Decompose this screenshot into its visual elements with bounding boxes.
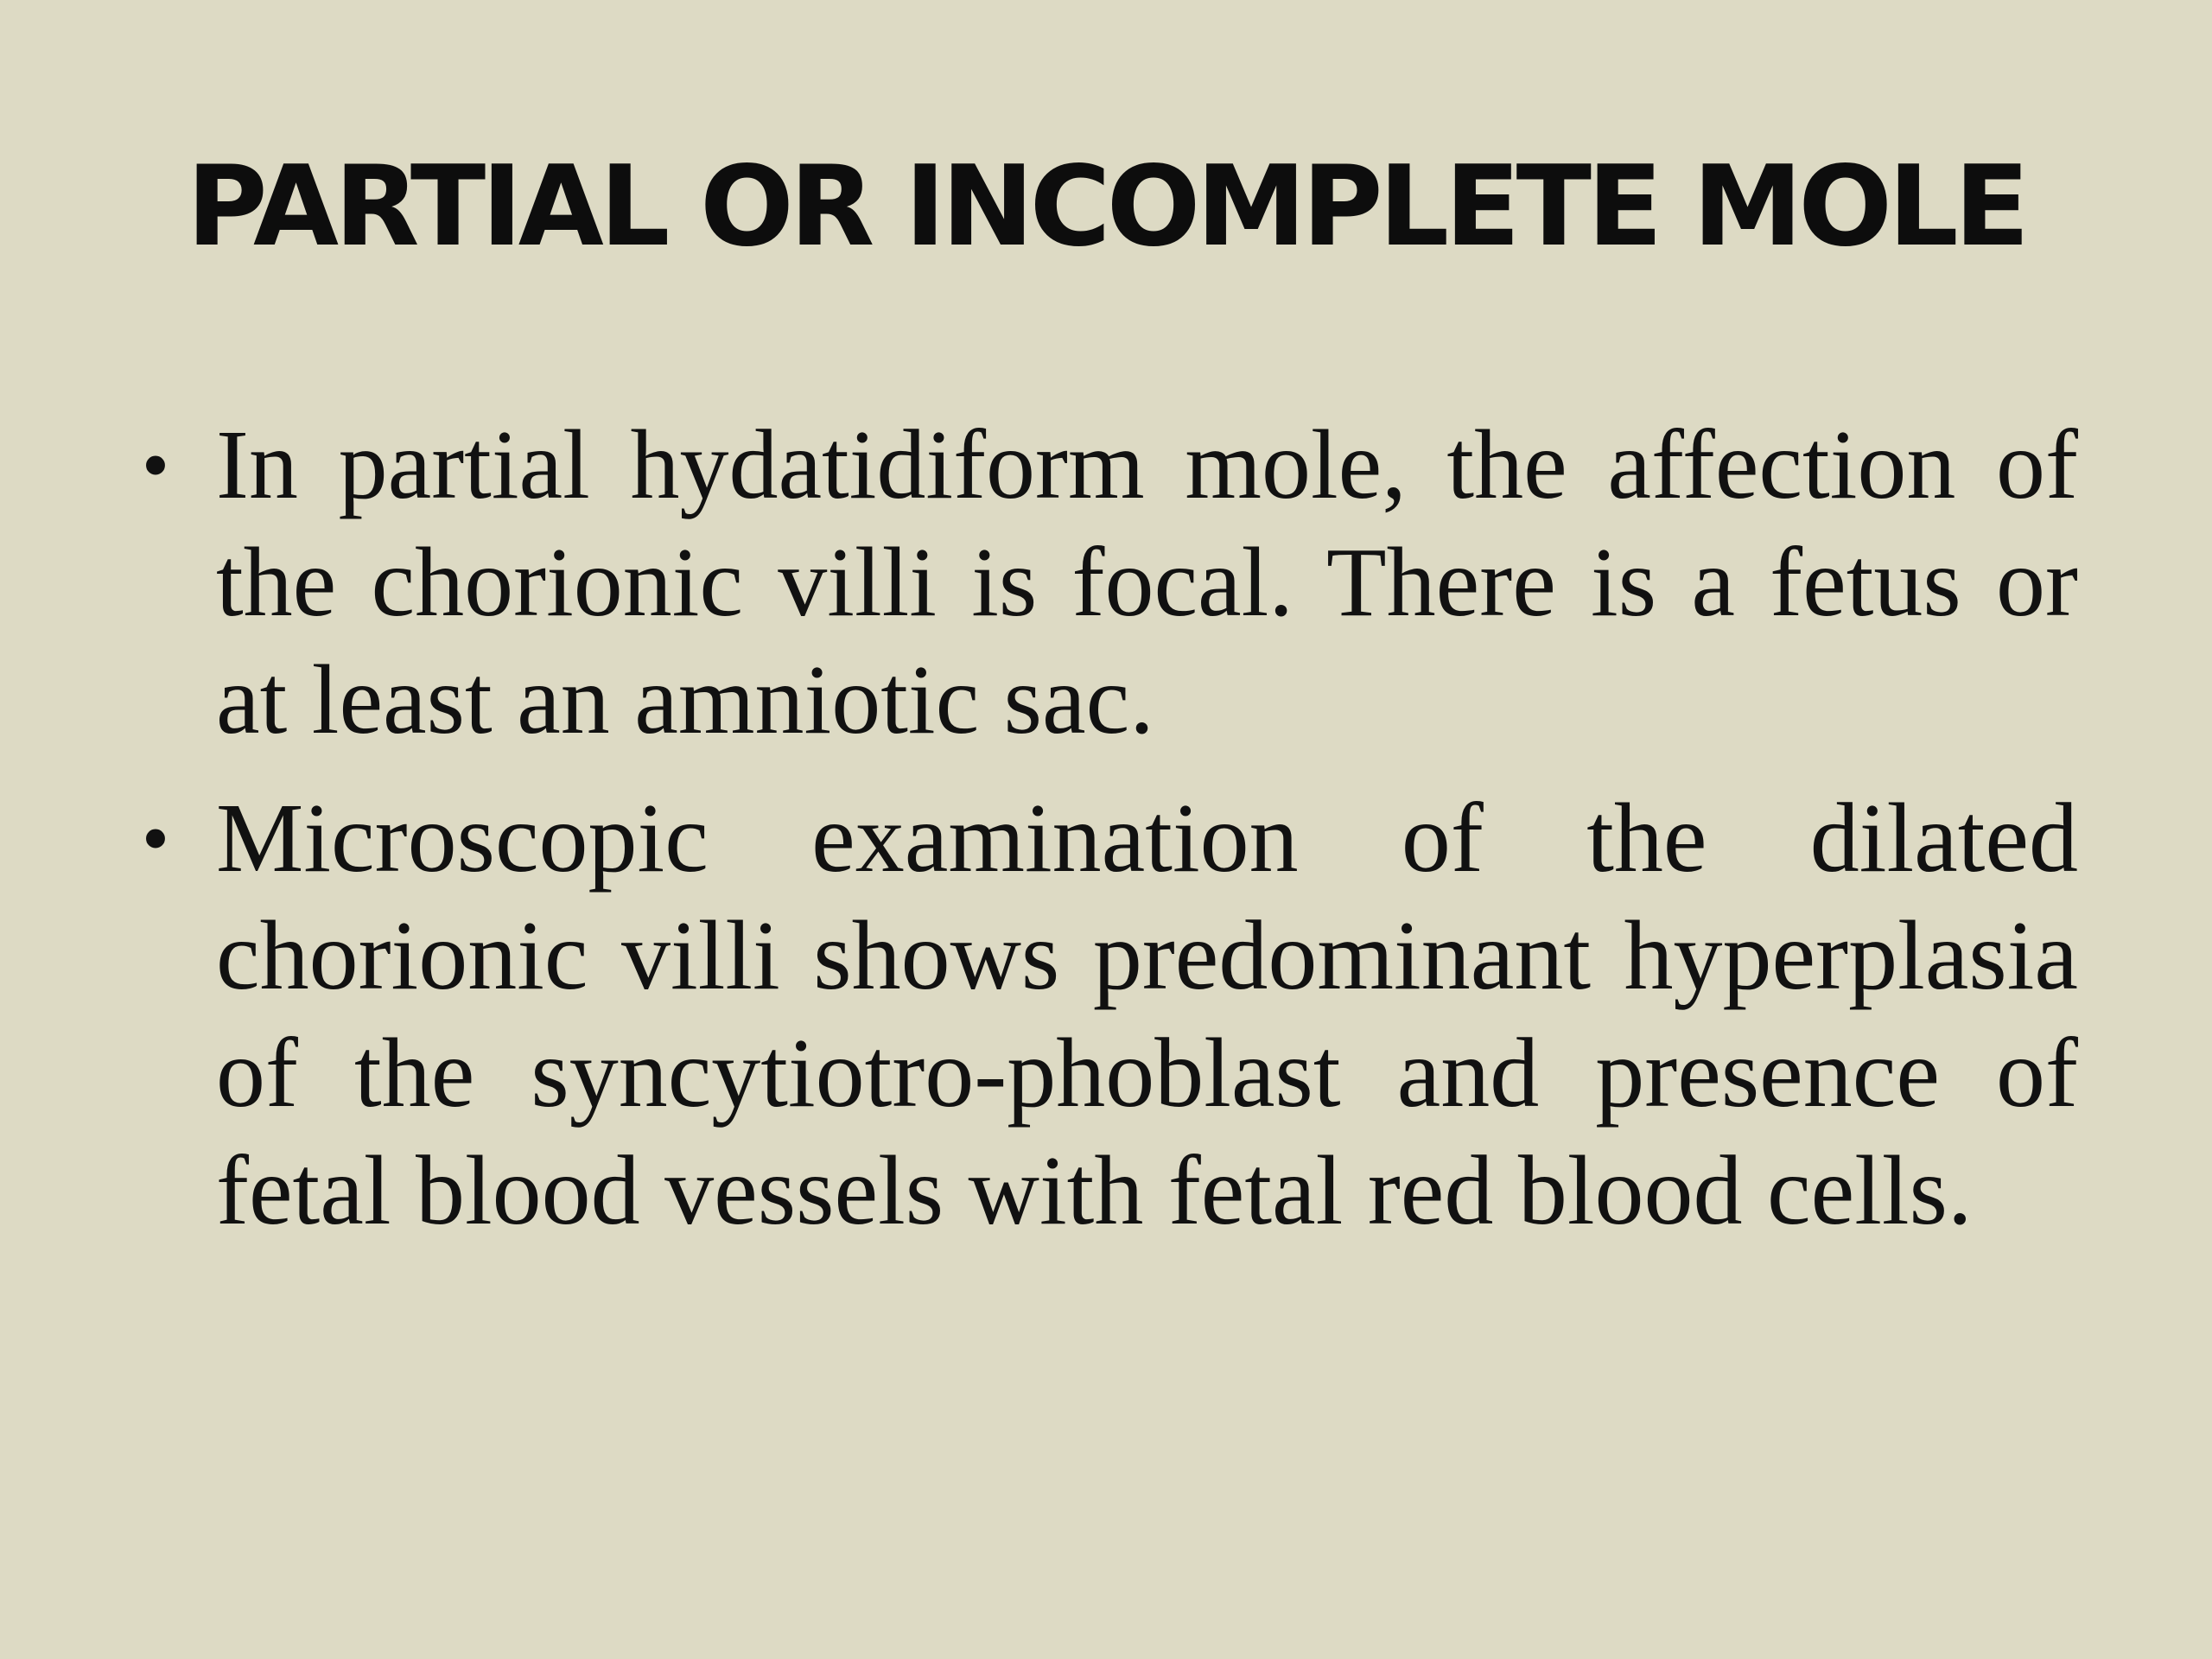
bullet-item <box>130 406 2078 759</box>
bullet-text: In partial hydatidiform mole, the affection of the chorionic villi is focal. There is a fetus or at least an amniotic sac. <box>216 410 2078 754</box>
bullet-text: Microscopic examination of the dilated chorionic villi shows predominant hyperplasia of the syncytiotro-phoblast and presence of fetal blood vessels with fetal red blood cells. <box>216 783 2078 1245</box>
bullet-marker: • <box>141 421 170 509</box>
bullet-list <box>130 406 2078 1270</box>
bullet-marker: • <box>141 794 170 882</box>
slide-title: PARTIAL OR INCOMPLETE MOLE <box>186 143 2026 271</box>
bullet-item <box>130 779 2078 1249</box>
